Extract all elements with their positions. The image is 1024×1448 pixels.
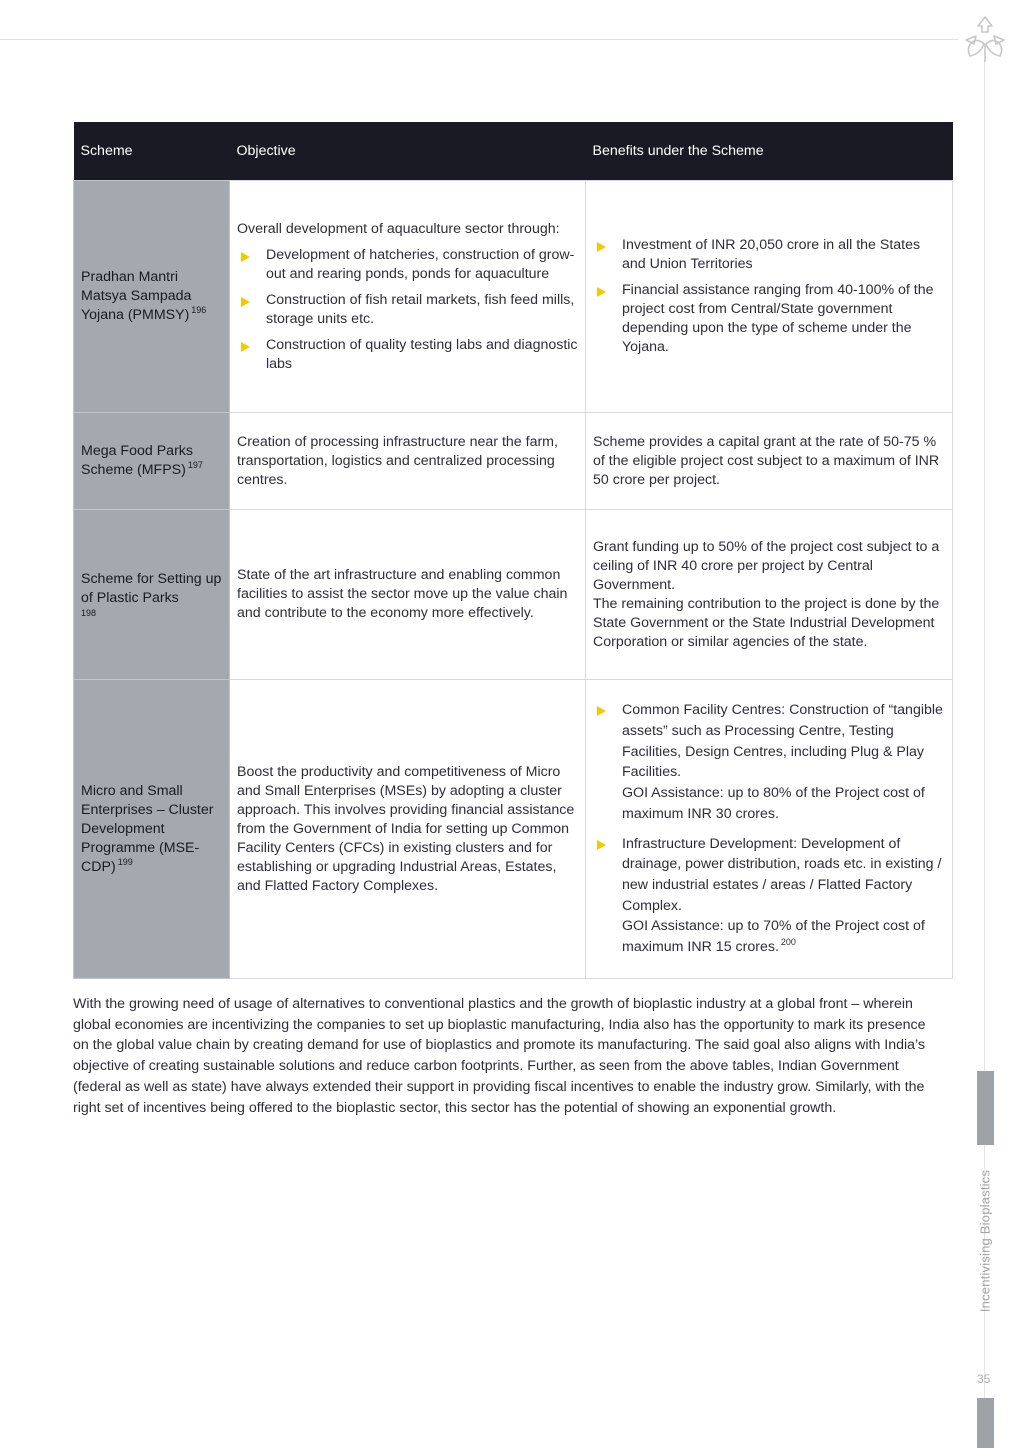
- list-item-text: Financial assistance ranging from 40-100% of the project cost from Central/State government depending upon the type of scheme under the Yojana.: [622, 282, 934, 355]
- bullet-arrow-icon: [597, 706, 606, 716]
- assistance-text: GOI Assistance: up to 70% of the Project cost of maximum INR 15 crores.: [622, 918, 925, 956]
- objective-list: [237, 246, 578, 374]
- list-item-text: Investment of INR 20,050 crore in all the States and Union Territories: [622, 237, 921, 272]
- list-item-text: Development of hatcheries, construction of grow-out and rearing ponds, ponds for aquaculture: [266, 246, 575, 282]
- sidebar-page-marker: [977, 1398, 994, 1448]
- objective-cell: State of the art infrastructure and enabling common facilities to assist the sector move up the value chain and contribute to the economy more effectively.: [230, 510, 586, 680]
- column-header-benefits: Benefits under the Scheme: [586, 122, 953, 181]
- section-label: Incentivising Bioplastics: [977, 1169, 993, 1313]
- benefits-cell: [586, 510, 953, 680]
- page-number: 35: [977, 1372, 991, 1386]
- list-item: [593, 236, 945, 274]
- bullet-arrow-icon: [597, 840, 606, 850]
- schemes-table: [73, 122, 953, 979]
- scheme-name: Scheme for Setting up of Plastic Parks: [81, 571, 222, 606]
- scheme-name-cell: [74, 510, 230, 680]
- sidebar-section-marker: [977, 1071, 994, 1145]
- list-item: [593, 281, 945, 357]
- footnote-ref: 197: [187, 460, 203, 471]
- benefits-cell: [586, 680, 953, 979]
- list-item: [593, 834, 945, 958]
- list-item: [593, 700, 945, 824]
- footnote-ref: 200: [780, 937, 796, 948]
- scheme-name: Pradhan Mantri Matsya Sampada Yojana (PMMSY): [81, 269, 192, 323]
- objective-cell: [230, 181, 586, 413]
- benefits-cell: Scheme provides a capital grant at the rate of 50-75 % of the eligible project cost subject to a maximum of INR 50 crore per project.: [586, 413, 953, 510]
- table-row: [74, 181, 953, 413]
- list-item-text: Construction of fish retail markets, fish feed mills, storage units etc.: [266, 291, 575, 327]
- scheme-name-cell: [74, 680, 230, 979]
- column-header-objective: Objective: [230, 122, 586, 181]
- ey-recycle-logo-icon: [958, 14, 1012, 64]
- body-paragraph: With the growing need of usage of alternatives to conventional plastics and the growth of bioplastic industry at a global front – wherein global economies are incentivizing the companies to set up bioplastic manufacturing, India also has the opportunity to mark its presence on the global value chain by creating demand for use of bioplastics and promote its manufacturing. The said goal also aligns with India’s objective of creating sustainable solutions and reduce carbon footprints. Further, as seen from the above tables, Indian Government (federal as well as state) have always extended their support in providing fiscal incentives to enable the industry grow. Similarly, with the right set of incentives being offered to the bioplastic sector, this sector has the potential of showing an exponential growth.: [73, 996, 926, 1116]
- bullet-arrow-icon: [241, 297, 250, 307]
- footnote-ref: 196: [191, 305, 207, 316]
- bullet-arrow-icon: [597, 242, 606, 252]
- scheme-name: Mega Food Parks Scheme (MFPS): [81, 443, 193, 478]
- footnote-ref: 199: [117, 856, 133, 867]
- list-item: [237, 291, 578, 329]
- bullet-arrow-icon: [241, 342, 250, 352]
- table-header-row: [74, 122, 953, 181]
- bullet-arrow-icon: [597, 287, 606, 297]
- scheme-name-cell: [74, 413, 230, 510]
- list-item-text: Infrastructure Development: Development of drainage, power distribution, roads etc. in existing / new industrial estates / areas / Flatted Factory Complex.: [622, 835, 942, 914]
- list-item-text: Common Facility Centres: Construction of “tangible assets” such as Processing Centre, Testing Facilities, Design Centres, including Plug & Play Facilities.: [622, 702, 943, 781]
- list-item: [237, 246, 578, 284]
- table-row: [74, 510, 953, 680]
- bullet-arrow-icon: [241, 252, 250, 262]
- objective-cell: Creation of processing infrastructure near the farm, transportation, logistics and centralized processing centres.: [230, 413, 586, 510]
- objective-cell: Boost the productivity and competitiveness of Micro and Small Enterprises (MSEs) by adopting a cluster approach. This involves providing financial assistance from the Government of India for setting up Common Facility Centers (CFCs) in existing clusters and for establishing or upgrading Industrial Areas, Estates, and Flatted Factory Complexes.: [230, 680, 586, 979]
- scheme-name: Micro and Small Enterprises – Cluster Development Programme (MSE-CDP): [81, 782, 214, 875]
- header-rule: [0, 39, 958, 40]
- table-row: [74, 680, 953, 979]
- benefit-text: The remaining contribution to the project is done by the State Government or the State Industrial Development Corporation or similar agencies of the state.: [593, 595, 940, 650]
- list-item: [237, 336, 578, 374]
- benefit-text: Grant funding up to 50% of the project cost subject to a ceiling of INR 40 crore per project by Central Government.: [593, 538, 940, 593]
- benefits-cell: [586, 181, 953, 413]
- benefits-list: [593, 236, 945, 357]
- objective-intro: Overall development of aquaculture sector through:: [237, 220, 560, 237]
- scheme-name-cell: [74, 181, 230, 413]
- benefits-list: [593, 700, 945, 957]
- table-row: [74, 413, 953, 510]
- column-header-scheme: Scheme: [74, 122, 230, 181]
- assistance-text: GOI Assistance: up to 80% of the Project cost of maximum INR 30 crores.: [622, 785, 925, 822]
- footnote-ref: 198: [81, 608, 97, 618]
- list-item-text: Construction of quality testing labs and diagnostic labs: [266, 336, 578, 372]
